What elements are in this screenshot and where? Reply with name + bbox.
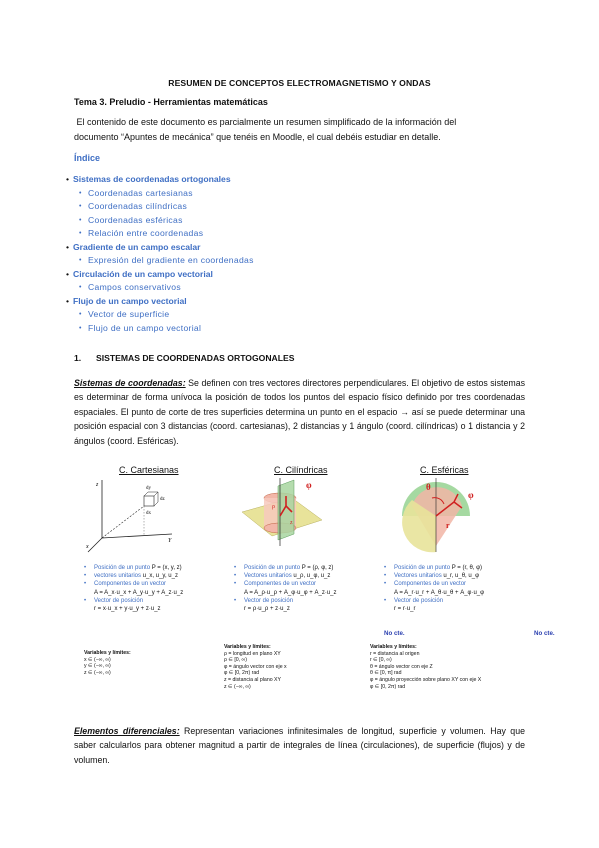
property-formula: u_x, u_y, u_z bbox=[142, 573, 178, 580]
variable-line: φ ∈ [0, 2π) rad bbox=[224, 670, 260, 677]
toc-subsection-link[interactable] bbox=[66, 227, 486, 241]
property-label: Vector de posición bbox=[94, 597, 144, 604]
variable-line: y ∈ (−∞, ∞) bbox=[84, 663, 111, 670]
property-label: vectores unitarios bbox=[94, 573, 142, 580]
cartesian-diagram bbox=[84, 476, 174, 554]
property-formula: r = r·u_r bbox=[394, 606, 416, 613]
paragraph-text: Se definen con tres vectores directores perpendiculares. El objetivo de estos sistemas es determinar de forma unívoca la posición de todos los puntos del espacio físico definido por tres coordenadas espaciales. El punto de corte de tres superficies determina un punto en el espacio → así se puede determinar una posición espacial con 3 distancias (coord. cartesianas), 2 distancias y 1 ángulo (coord. cilíndricas) o 1 distancia y 2 ángulos (coord. Esféricas). bbox=[74, 378, 525, 446]
toc-subsection-link[interactable] bbox=[66, 254, 486, 268]
cylindrical-property-list bbox=[234, 564, 374, 613]
bullet-icon: • bbox=[234, 581, 237, 588]
property-label: Componentes de un vector bbox=[244, 581, 317, 588]
property-item bbox=[384, 580, 524, 588]
property-label: Posición de un punto bbox=[94, 565, 151, 571]
variable-line: ρ ∈ [0, ∞) bbox=[224, 657, 247, 664]
bullet-icon: • bbox=[66, 174, 70, 184]
variable-line: ρ = longitud en plano XY bbox=[224, 650, 281, 657]
bullet-icon: • bbox=[234, 597, 237, 604]
toc-item-label: Coordenadas cilíndricas bbox=[88, 201, 188, 211]
property-label: Componentes de un vector bbox=[394, 581, 467, 588]
column-heading-cartesianas bbox=[119, 465, 179, 475]
variable-line: x ∈ (−∞, ∞) bbox=[84, 656, 111, 663]
toc-item-label: Campos conservativos bbox=[88, 282, 181, 292]
toc-item-label: Vector de superficie bbox=[88, 309, 170, 319]
variable-line: φ = ángulo proyección sobre plano XY con eje X bbox=[370, 676, 482, 683]
section-title: SISTEMAS DE COORDENADAS ORTOGONALES bbox=[96, 353, 295, 363]
toc-item-label: Circulación de un campo vectorial bbox=[73, 268, 213, 279]
section-heading bbox=[74, 353, 294, 363]
property-item bbox=[84, 597, 224, 605]
toc-section-link[interactable] bbox=[66, 295, 486, 309]
column-heading-text: C. Cilíndricas bbox=[274, 465, 328, 475]
property-formula-line bbox=[84, 589, 224, 597]
property-item bbox=[234, 572, 374, 580]
variable-line: θ ∈ [0, π] rad bbox=[370, 670, 402, 677]
cartesian-property-list bbox=[84, 564, 224, 613]
intro-line: documento “Apuntes de mecánica” que tenéis en Moodle, el cual debéis estudiar en detalle. bbox=[74, 132, 441, 142]
toc-item-label: Sistemas de coordenadas ortogonales bbox=[73, 174, 231, 184]
property-formula-line bbox=[384, 589, 524, 597]
toc-section-link[interactable] bbox=[66, 173, 486, 187]
column-heading-text: C. Esféricas bbox=[420, 465, 469, 475]
bullet-icon: • bbox=[384, 597, 387, 604]
column-heading-cilindricas bbox=[274, 465, 328, 475]
intro-line: El contenido de este documento es parcialmente un resumen simplificado de la información del bbox=[74, 117, 457, 127]
toc-subsection-link[interactable] bbox=[66, 281, 486, 295]
bullet-icon: • bbox=[234, 565, 237, 571]
property-item bbox=[84, 564, 224, 572]
toc-item-label: Gradiente de un campo escalar bbox=[73, 241, 201, 252]
property-item bbox=[384, 597, 524, 605]
axis-label-y: Y bbox=[168, 538, 172, 544]
property-label: Vector de posición bbox=[394, 597, 444, 604]
property-item bbox=[84, 572, 224, 580]
index-heading: Índice bbox=[74, 153, 101, 163]
label-rho: ρ bbox=[272, 504, 275, 510]
property-formula: u_ρ, u_φ, u_z bbox=[293, 573, 331, 580]
bullet-icon: • bbox=[84, 597, 87, 604]
bullet-icon: • bbox=[79, 230, 82, 237]
toc-subsection-link[interactable] bbox=[66, 200, 486, 214]
toc-subsection-link[interactable] bbox=[66, 308, 486, 322]
property-formula: A = A_r·u_r + A_θ·u_θ + A_φ·u_φ bbox=[394, 589, 485, 596]
topic-subtitle: Tema 3. Preludio - Herramientas matemáticas bbox=[74, 97, 268, 107]
bullet-icon: • bbox=[384, 565, 387, 571]
no-constant-note: No cte. bbox=[534, 630, 555, 637]
variable-line: θ = ángulo vector con eje Z bbox=[370, 663, 433, 670]
property-item bbox=[234, 564, 374, 572]
property-label: Posición de un punto bbox=[394, 565, 451, 571]
bullet-icon: • bbox=[384, 581, 387, 588]
variable-line: r ∈ [0, ∞) bbox=[370, 657, 392, 664]
property-label: Componentes de un vector bbox=[94, 581, 167, 588]
spherical-property-list bbox=[384, 564, 524, 613]
no-constant-note: No cte. bbox=[384, 630, 405, 637]
document-title: RESUMEN DE CONCEPTOS ELECTROMAGNETISMO Y ONDAS bbox=[168, 78, 431, 88]
axis-label-x: x bbox=[86, 544, 89, 550]
variables-title: Variables y límites: bbox=[84, 650, 131, 656]
spherical-variables bbox=[370, 644, 481, 690]
label-dz: dz bbox=[160, 497, 165, 502]
variable-line: z = distancia al plano XY bbox=[224, 676, 281, 683]
property-item bbox=[384, 572, 524, 580]
toc-item-label: Flujo de un campo vectorial bbox=[73, 295, 187, 306]
axis-label-z: z bbox=[96, 482, 99, 488]
toc-item-label: Coordenadas esféricas bbox=[88, 214, 183, 225]
table-of-contents bbox=[66, 173, 486, 335]
property-label: Vectores unitarios bbox=[244, 573, 292, 580]
property-formula: A = A_ρ·u_ρ + A_φ·u_φ + A_z·u_z bbox=[244, 589, 337, 596]
bullet-icon: • bbox=[84, 565, 87, 571]
column-heading-esfericas bbox=[420, 465, 469, 475]
variables-title: Variables y límites: bbox=[224, 644, 271, 650]
paragraph-lead: Sistemas de coordenadas: bbox=[74, 378, 186, 388]
bullet-icon: • bbox=[384, 573, 387, 580]
property-formula: r = ρ·u_ρ + z·u_z bbox=[244, 606, 290, 613]
variable-line: z ∈ (−∞, ∞) bbox=[224, 683, 251, 690]
property-label: Vector de posición bbox=[244, 597, 294, 604]
property-formula: r = x·u_x + y·u_y + z·u_z bbox=[94, 606, 161, 613]
bullet-icon: • bbox=[79, 257, 82, 264]
paragraph-lead: Elementos diferenciales: bbox=[74, 726, 180, 736]
bullet-icon: • bbox=[79, 311, 82, 318]
property-formula-line bbox=[384, 605, 524, 613]
label-r: r bbox=[446, 521, 450, 530]
toc-subsection-link[interactable] bbox=[66, 322, 486, 336]
bullet-icon: • bbox=[84, 581, 87, 588]
label-dx: dx bbox=[146, 511, 151, 516]
property-label: Posición de un punto bbox=[244, 565, 301, 571]
property-label: Vectores unitarios bbox=[394, 573, 442, 580]
bullet-icon: • bbox=[79, 203, 82, 210]
variable-line: φ = ángulo vector con eje x bbox=[224, 663, 287, 670]
intro-paragraph bbox=[74, 115, 524, 145]
column-heading-text: C. Cartesianas bbox=[119, 465, 179, 475]
spherical-diagram bbox=[392, 476, 484, 556]
label-theta: θ bbox=[426, 482, 431, 492]
property-formula: P = (ρ, φ, z) bbox=[301, 565, 334, 571]
toc-subsection-link[interactable] bbox=[66, 187, 486, 201]
section-number: 1. bbox=[74, 353, 82, 363]
label-phi: φ bbox=[468, 490, 474, 500]
bullet-icon: • bbox=[66, 295, 70, 306]
differential-elements-paragraph bbox=[74, 724, 525, 767]
label-dy: dy bbox=[146, 486, 151, 491]
cartesian-variables bbox=[84, 650, 131, 676]
variable-line: φ ∈ [0, 2π) rad bbox=[370, 683, 406, 690]
property-formula: P = (r, θ, φ) bbox=[451, 565, 483, 571]
bullet-icon: • bbox=[84, 573, 87, 580]
toc-subsection-link[interactable] bbox=[66, 214, 486, 228]
property-formula-line bbox=[84, 605, 224, 613]
toc-item-label: Coordenadas cartesianas bbox=[88, 187, 193, 198]
property-formula-line bbox=[234, 605, 374, 613]
property-item bbox=[84, 580, 224, 588]
property-item bbox=[384, 564, 524, 572]
toc-section-link[interactable] bbox=[66, 268, 486, 282]
variable-line: z ∈ (−∞, ∞) bbox=[84, 669, 111, 676]
bullet-icon: • bbox=[79, 324, 82, 332]
bullet-icon: • bbox=[79, 189, 82, 197]
cylindrical-diagram bbox=[236, 476, 328, 556]
property-item bbox=[234, 580, 374, 588]
property-formula: P = (x, y, z) bbox=[151, 565, 182, 571]
label-phi: φ bbox=[306, 480, 312, 490]
toc-section-link[interactable] bbox=[66, 241, 486, 255]
property-formula: A = A_x·u_x + A_y·u_y + A_z·u_z bbox=[94, 589, 184, 596]
toc-item-label: Relación entre coordenadas bbox=[88, 228, 204, 238]
property-formula: u_r, u_θ, u_φ bbox=[443, 573, 479, 580]
cylindrical-variables bbox=[224, 644, 287, 690]
label-z: z bbox=[290, 520, 293, 526]
toc-item-label: Flujo de un campo vectorial bbox=[88, 322, 202, 333]
variable-line: r = distancia al origen bbox=[370, 650, 420, 657]
bullet-icon: • bbox=[79, 284, 82, 291]
bullet-icon: • bbox=[66, 241, 70, 252]
paragraph-text: Representan variaciones infinitesimales de longitud, superficie y volumen. Hay que saber calcularlos para obtener magnitud a partir de integrales de línea (circulaciones), de superficie (flujos) y de volumen. bbox=[74, 726, 525, 765]
coordinate-systems-paragraph bbox=[74, 376, 525, 448]
bullet-icon: • bbox=[234, 573, 237, 580]
variables-title: Variables y límites: bbox=[370, 644, 417, 650]
property-item bbox=[234, 597, 374, 605]
property-formula-line bbox=[234, 589, 374, 597]
bullet-icon: • bbox=[79, 216, 82, 224]
bullet-icon: • bbox=[66, 268, 70, 279]
toc-item-label: Expresión del gradiente en coordenadas bbox=[88, 255, 254, 265]
